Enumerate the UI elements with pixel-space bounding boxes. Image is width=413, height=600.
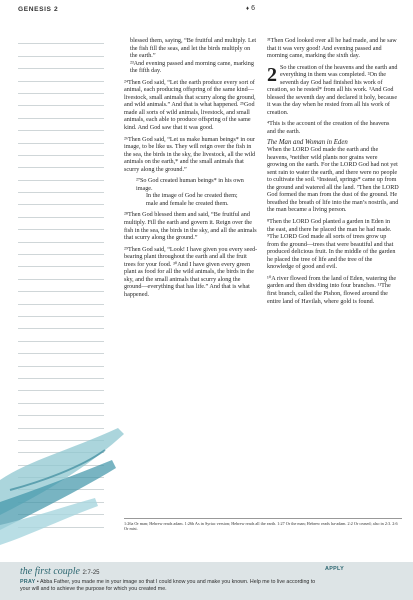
- verse-29-30: ²⁹Then God said, “Look! I have given you every seed-bearing plant throughout the earth and all the fruit trees for your food. ³⁰And I have given every green plant as food for all the wild animals, the birds in the sky, and the small animals that scurry along the ground—everything that has life.” And that is what happened.: [124, 246, 258, 298]
- scripture-column-middle: [124, 38, 259, 300]
- footnotes: 1:26a Or man; Hebrew reads adam. 1:26b As in Syriac version; Hebrew reads all the earth. 1:27 Or the man; Hebrew reads ha-adam. 2:2 Or ceased; also in 2:3. 2:6 Or mist.: [124, 518, 402, 531]
- verse-26: ²⁶Then God said, “Let us make human beings* in our image, to be like us. They will reign over the fish in the sea, the birds in the sky, the livestock, all the wild animals on the earth,* and the small animals that scurry along the ground.”: [124, 136, 256, 173]
- page-number-value: 6: [251, 5, 255, 12]
- book-icon: ♦: [246, 6, 250, 12]
- verse-31: ³¹Then God looked over all he had made, and he saw that it was very good! And evening passed and morning came, marking the sixth day.: [267, 38, 397, 60]
- verse-23: ²³And evening passed and morning came, marking the fifth day.: [130, 60, 254, 75]
- page-number: [246, 5, 255, 12]
- verses-2-10-11: ¹⁰A river flowed from the land of Eden, watering the garden and then dividing into four branches. ¹¹The first branch, called the Pishon, flowed around the entire land of Havilah, where gold is found.: [267, 275, 397, 305]
- verses-2-8-9: ⁸Then the LORD God planted a garden in Eden in the east, and there he placed the man he had made. ⁹The LORD God made all sorts of trees grow up from the ground—trees that were beautiful and that produced delicious fruit. In the middle of the garden he placed the tree of life and the tree of the knowledge of good and evil.: [267, 219, 396, 271]
- verse-2-4a: ⁴This is the account of the creation of the heavens and the earth.: [267, 121, 390, 136]
- pray-label: PRAY: [20, 579, 36, 585]
- chapter-number: 2: [267, 63, 277, 86]
- apply-sidebar: [325, 566, 403, 573]
- verse-27-line-2: In the image of God he created them;: [146, 193, 238, 200]
- feature-title: [20, 566, 100, 577]
- apply-label: APPLY: [325, 566, 344, 572]
- verse-28: ²⁸Then God blessed them and said, “Be fruitful and multiply. Fill the earth and govern it. Reign over the fish in the sea, the birds in the sky, and all the animals that scurry along the ground.”: [124, 212, 257, 242]
- feature-title-text: the first couple: [20, 566, 80, 577]
- verse-24-25: ²⁴Then God said, “Let the earth produce every sort of animal, each producing offspring of the same kind—livestock, small animals that scurry along the ground, and wild animals.” And that is what happened. ²⁵God made all sorts of wild animals, livestock, and small animals, each able to produce offspring of the same kind. And God saw that it was good.: [124, 79, 256, 132]
- feature-reference: 2:7-25: [82, 570, 100, 576]
- verse-22-end: blessed them, saying, “Be fruitful and multiply. Let the fish fill the seas, and let the birds multiply on the earth.”: [130, 38, 257, 60]
- verses-2-4b-7: When the LORD God made the earth and the heavens, ⁵neither wild plants nor grains were growing on the earth. For the LORD God had not yet sent rain to water the earth, and there were no people to cultivate the soil. ⁶Instead, springs* came up from the ground and watered all the land. ⁷Then the LORD God formed the man from the dust of the ground. He breathed the breath of life into the man’s nostrils, and the man became a living person.: [267, 147, 399, 214]
- section-heading: The Man and Woman in Eden: [267, 138, 348, 146]
- running-head: GENESIS 2: [18, 6, 59, 13]
- pray-text: • Abba Father, you made me in your image so that I could know you and make you known. Help me to live according to your will and to achieve the purpose for which you created me.: [20, 579, 316, 592]
- watercolor-brushstroke: [0, 420, 125, 560]
- feature-body: [20, 579, 316, 595]
- verses-2-1-3: So the creation of the heavens and the earth and everything in them was completed. ²On the seventh day God had finished his work of creation, so he rested* from all his work. ³And God blessed the seventh day and declared it holy, because it was the day when he rested from all his work of creation.: [267, 64, 398, 116]
- pray-paragraph: [20, 579, 316, 592]
- scripture-column-right: [267, 38, 399, 306]
- verse-27-line-1: ²⁷So God created human beings* in his own image.: [136, 178, 244, 192]
- verse-27-line-3: male and female he created them.: [146, 200, 229, 207]
- chapter-2-opening: [267, 65, 399, 118]
